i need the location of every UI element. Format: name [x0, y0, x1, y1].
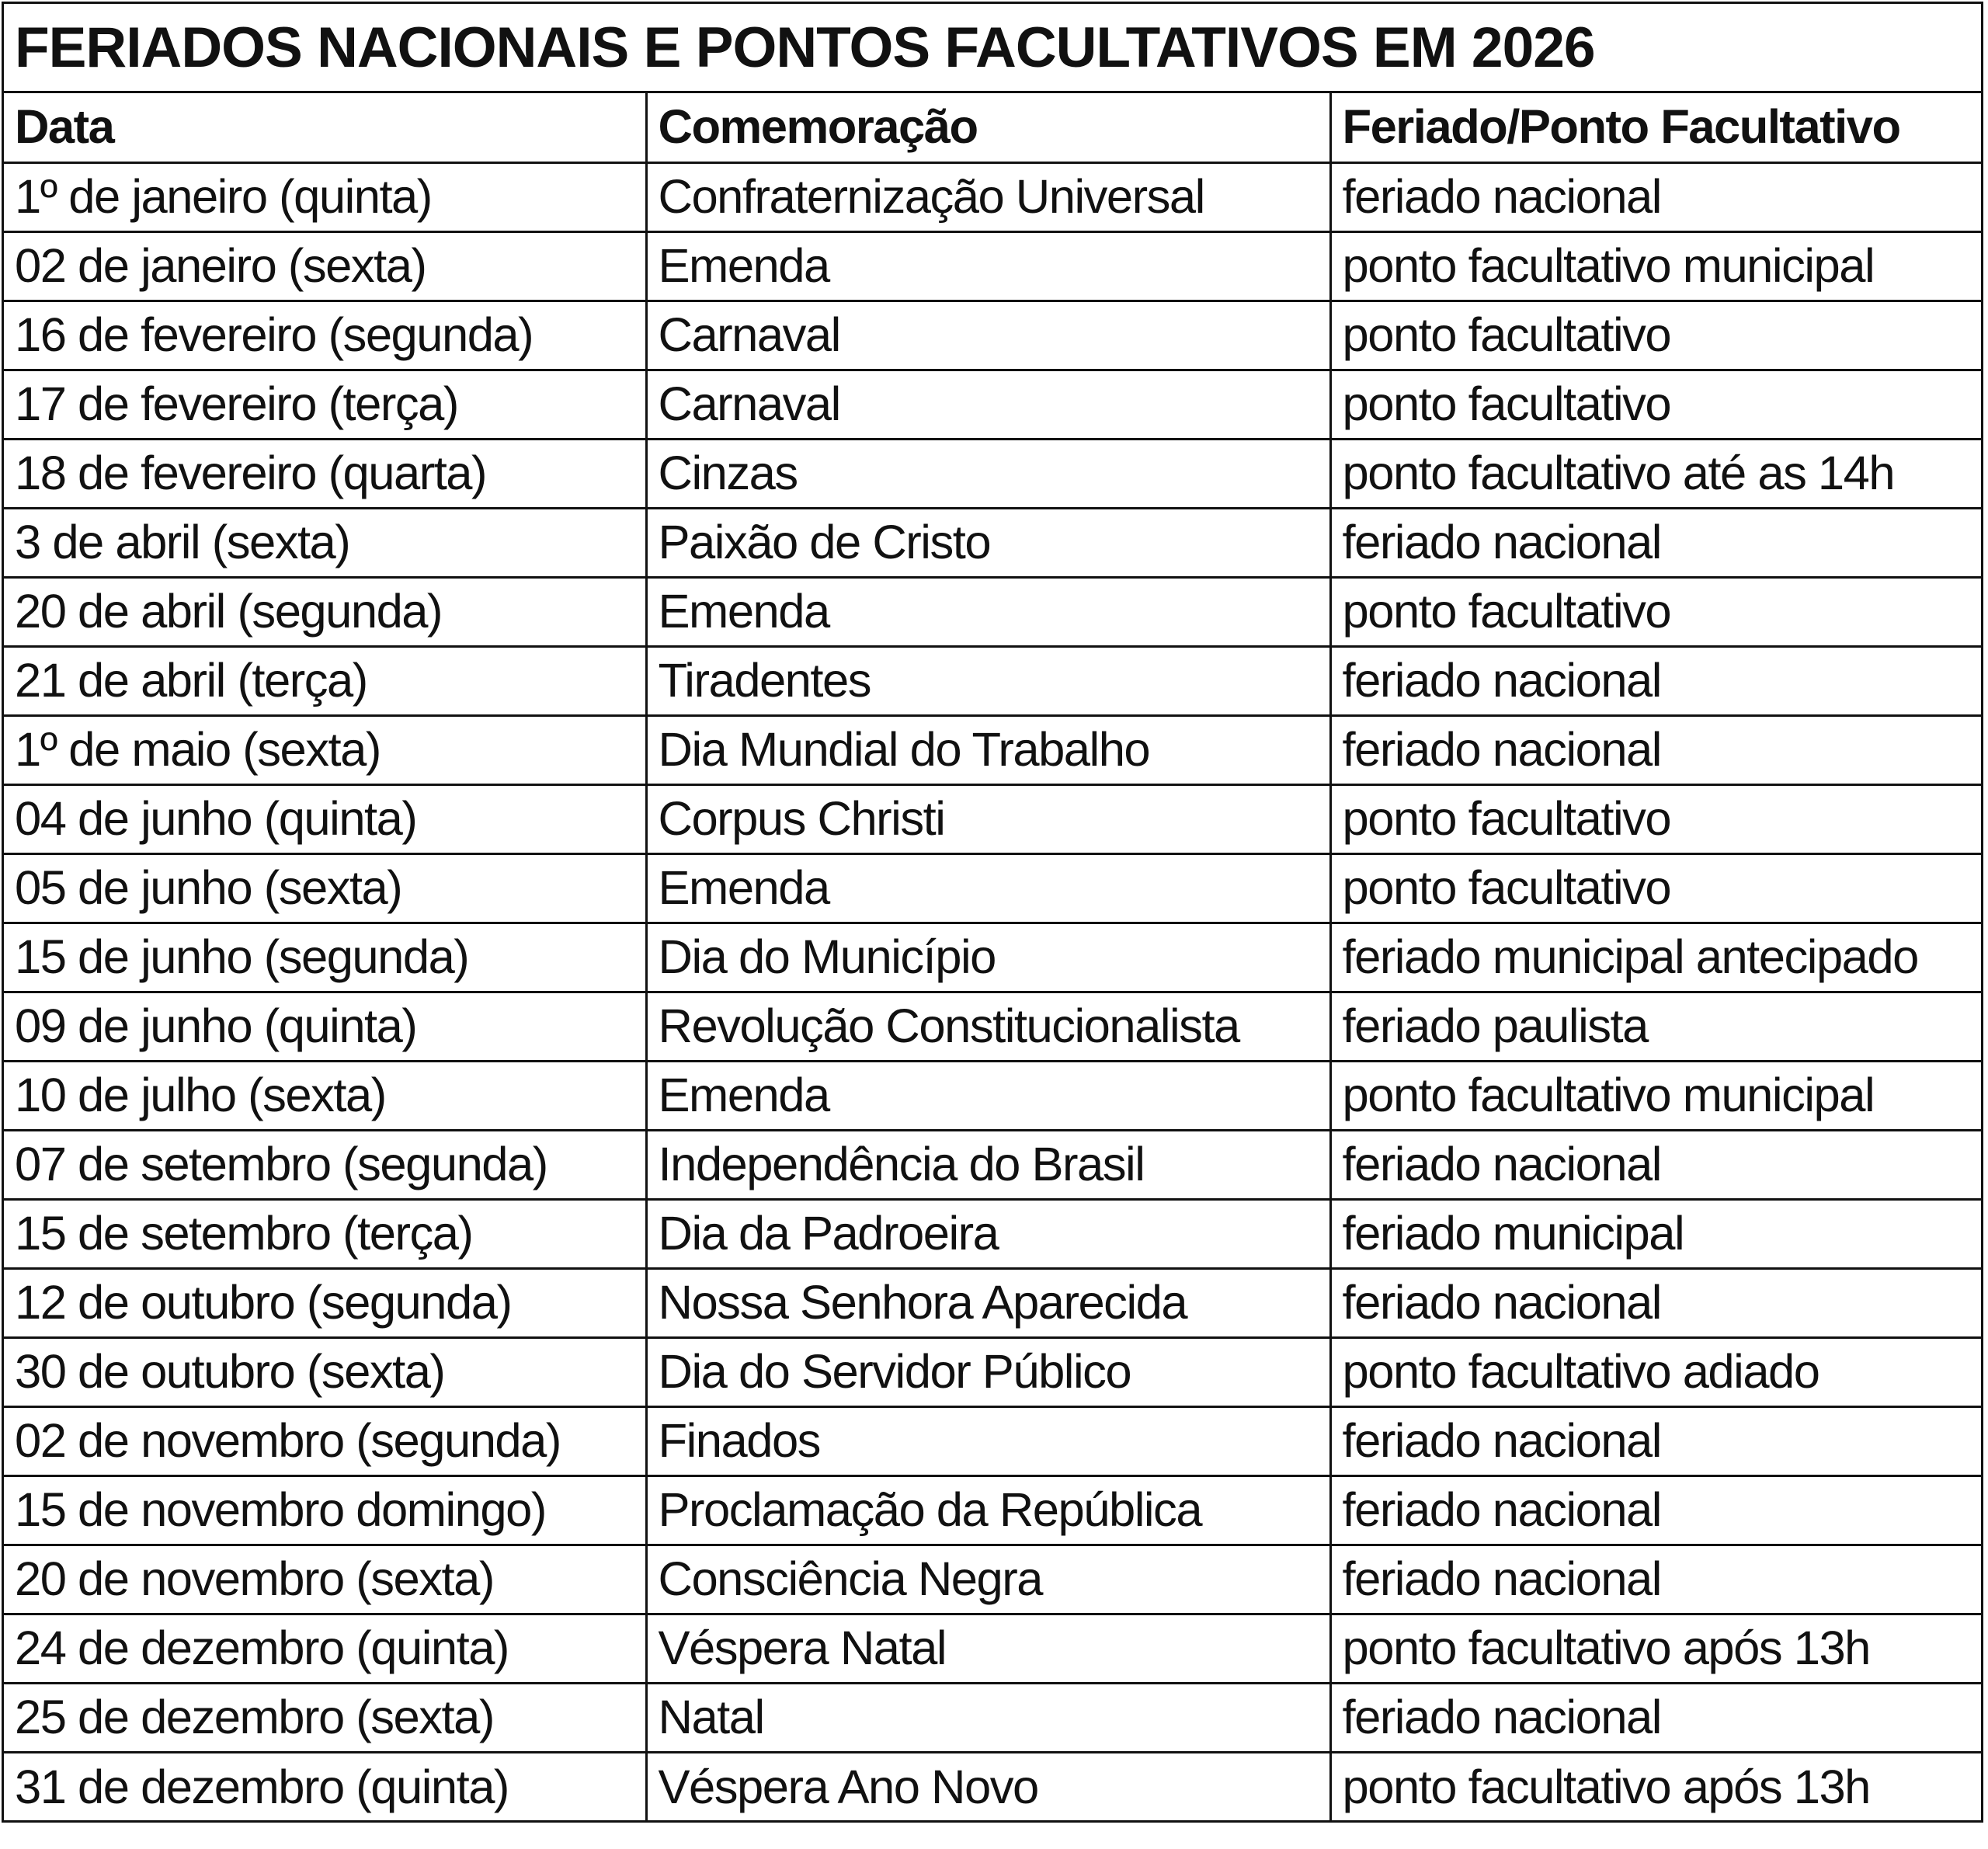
header-row — [4, 93, 1981, 162]
cell-comemoracao: Finados — [646, 1406, 1330, 1475]
table-row — [4, 1061, 1981, 1130]
cell-tipo: feriado nacional — [1330, 1475, 1981, 1545]
cell-date: 15 de junho (segunda) — [4, 923, 646, 992]
table-row — [4, 1268, 1981, 1337]
cell-comemoracao: Revolução Constitucionalista — [646, 992, 1330, 1061]
cell-tipo: ponto facultativo — [1330, 370, 1981, 439]
cell-comemoracao: Natal — [646, 1683, 1330, 1752]
cell-tipo: ponto facultativo municipal — [1330, 231, 1981, 301]
cell-tipo: ponto facultativo municipal — [1330, 1061, 1981, 1130]
cell-comemoracao: Tiradentes — [646, 646, 1330, 715]
holiday-table — [4, 93, 1981, 1821]
cell-date: 25 de dezembro (sexta) — [4, 1683, 646, 1752]
cell-tipo: ponto facultativo adiado — [1330, 1337, 1981, 1406]
cell-tipo: ponto facultativo após 13h — [1342, 1760, 1870, 1814]
cell-tipo: ponto facultativo após 13h — [1330, 1614, 1981, 1683]
cell-tipo: feriado nacional — [1330, 1406, 1981, 1475]
cell-tipo: feriado nacional — [1330, 162, 1981, 231]
cell-date: 12 de outubro (segunda) — [4, 1268, 646, 1337]
table-row — [4, 1199, 1981, 1268]
cell-date: 04 de junho (quinta) — [4, 784, 646, 853]
cell-comemoracao: Carnaval — [646, 370, 1330, 439]
cell-comemoracao: Emenda — [646, 231, 1330, 301]
cell-tipo: feriado municipal antecipado — [1330, 923, 1981, 992]
cell-date: 16 de fevereiro (segunda) — [4, 301, 646, 370]
cell-date: 05 de junho (sexta) — [4, 853, 646, 923]
table-row — [4, 301, 1981, 370]
cell-comemoracao: Carnaval — [646, 301, 1330, 370]
cell-date: 17 de fevereiro (terça) — [4, 370, 646, 439]
cell-tipo: feriado nacional — [1330, 1545, 1981, 1614]
cell-date: 1º de maio (sexta) — [4, 715, 646, 784]
cell-date: 1º de janeiro (quinta) — [4, 162, 646, 231]
cell-tipo: feriado municipal — [1330, 1199, 1981, 1268]
table-row — [4, 646, 1981, 715]
cell-comemoracao: Nossa Senhora Aparecida — [646, 1268, 1330, 1337]
cell-date: 31 de dezembro (quinta) — [4, 1752, 646, 1821]
cell-tipo: ponto facultativo — [1330, 853, 1981, 923]
cell-date: 20 de novembro (sexta) — [4, 1545, 646, 1614]
cell-tipo: feriado nacional — [1330, 715, 1981, 784]
cell-date: 02 de novembro (segunda) — [4, 1406, 646, 1475]
table-row — [4, 992, 1981, 1061]
table-row — [4, 1130, 1981, 1199]
table-row — [4, 508, 1981, 577]
cell-comemoracao: Consciência Negra — [646, 1545, 1330, 1614]
cell-tipo: feriado paulista — [1330, 992, 1981, 1061]
cell-date: 24 de dezembro (quinta) — [4, 1614, 646, 1683]
table-row — [4, 1406, 1981, 1475]
table-row — [4, 1752, 1981, 1821]
table-row — [4, 1475, 1981, 1545]
cell-date: 21 de abril (terça) — [4, 646, 646, 715]
table-body — [4, 162, 1981, 1821]
cell-date: 10 de julho (sexta) — [4, 1061, 646, 1130]
cell-tipo: feriado nacional — [1330, 508, 1981, 577]
cell-comemoracao: Emenda — [646, 853, 1330, 923]
table-row — [4, 1545, 1981, 1614]
cell-date: 20 de abril (segunda) — [4, 577, 646, 646]
table-row — [4, 577, 1981, 646]
table-row — [4, 784, 1981, 853]
cell-date: 15 de setembro (terça) — [4, 1199, 646, 1268]
cell-comemoracao: Dia Mundial do Trabalho — [646, 715, 1330, 784]
cell-tipo: ponto facultativo — [1330, 301, 1981, 370]
header-data: Data — [4, 93, 646, 162]
cell-date: 02 de janeiro (sexta) — [4, 231, 646, 301]
cell-comemoracao: Véspera Natal — [646, 1614, 1330, 1683]
cell-tipo: ponto facultativo até as 14h — [1330, 439, 1981, 508]
cell-comemoracao: Dia do Município — [646, 923, 1330, 992]
cell-date: 07 de setembro (segunda) — [4, 1130, 646, 1199]
table-row — [4, 715, 1981, 784]
table-row — [4, 162, 1981, 231]
cell-date: 3 de abril (sexta) — [4, 508, 646, 577]
table-row — [4, 1337, 1981, 1406]
cell-date: 09 de junho (quinta) — [4, 992, 646, 1061]
cell-comemoracao: Corpus Christi — [646, 784, 1330, 853]
cell-comemoracao: Paixão de Cristo — [646, 508, 1330, 577]
header-tipo: Feriado/Ponto Facultativo — [1330, 93, 1981, 162]
cell-tipo: feriado nacional — [1330, 1683, 1981, 1752]
table-row — [4, 370, 1981, 439]
table-row — [4, 1683, 1981, 1752]
cell-comemoracao: Proclamação da República — [646, 1475, 1330, 1545]
table-row — [4, 231, 1981, 301]
table-row — [4, 439, 1981, 508]
table-row — [4, 1614, 1981, 1683]
holiday-table-container — [2, 2, 1983, 1823]
cell-date: 15 de novembro domingo) — [4, 1475, 646, 1545]
table-title: FERIADOS NACIONAIS E PONTOS FACULTATIVOS EM 2026 — [4, 4, 1981, 93]
cell-tipo: feriado nacional — [1330, 1130, 1981, 1199]
table-row — [4, 853, 1981, 923]
cell-tipo: ponto facultativo — [1330, 577, 1981, 646]
cell-tipo: feriado nacional — [1330, 1268, 1981, 1337]
cell-comemoracao: Cinzas — [646, 439, 1330, 508]
cell-comemoracao: Emenda — [646, 1061, 1330, 1130]
cell-comemoracao: Véspera Ano Novo — [646, 1752, 1330, 1821]
cell-comemoracao: Dia do Servidor Público — [646, 1337, 1330, 1406]
cell-tipo: feriado nacional — [1330, 646, 1981, 715]
cell-comemoracao: Confraternização Universal — [646, 162, 1330, 231]
cell-date: 30 de outubro (sexta) — [4, 1337, 646, 1406]
cell-tipo: ponto facultativo — [1330, 784, 1981, 853]
cell-comemoracao: Dia da Padroeira — [646, 1199, 1330, 1268]
header-comemoracao: Comemoração — [646, 93, 1330, 162]
table-row — [4, 923, 1981, 992]
cell-comemoracao: Independência do Brasil — [646, 1130, 1330, 1199]
cell-comemoracao: Emenda — [646, 577, 1330, 646]
cell-date: 18 de fevereiro (quarta) — [4, 439, 646, 508]
